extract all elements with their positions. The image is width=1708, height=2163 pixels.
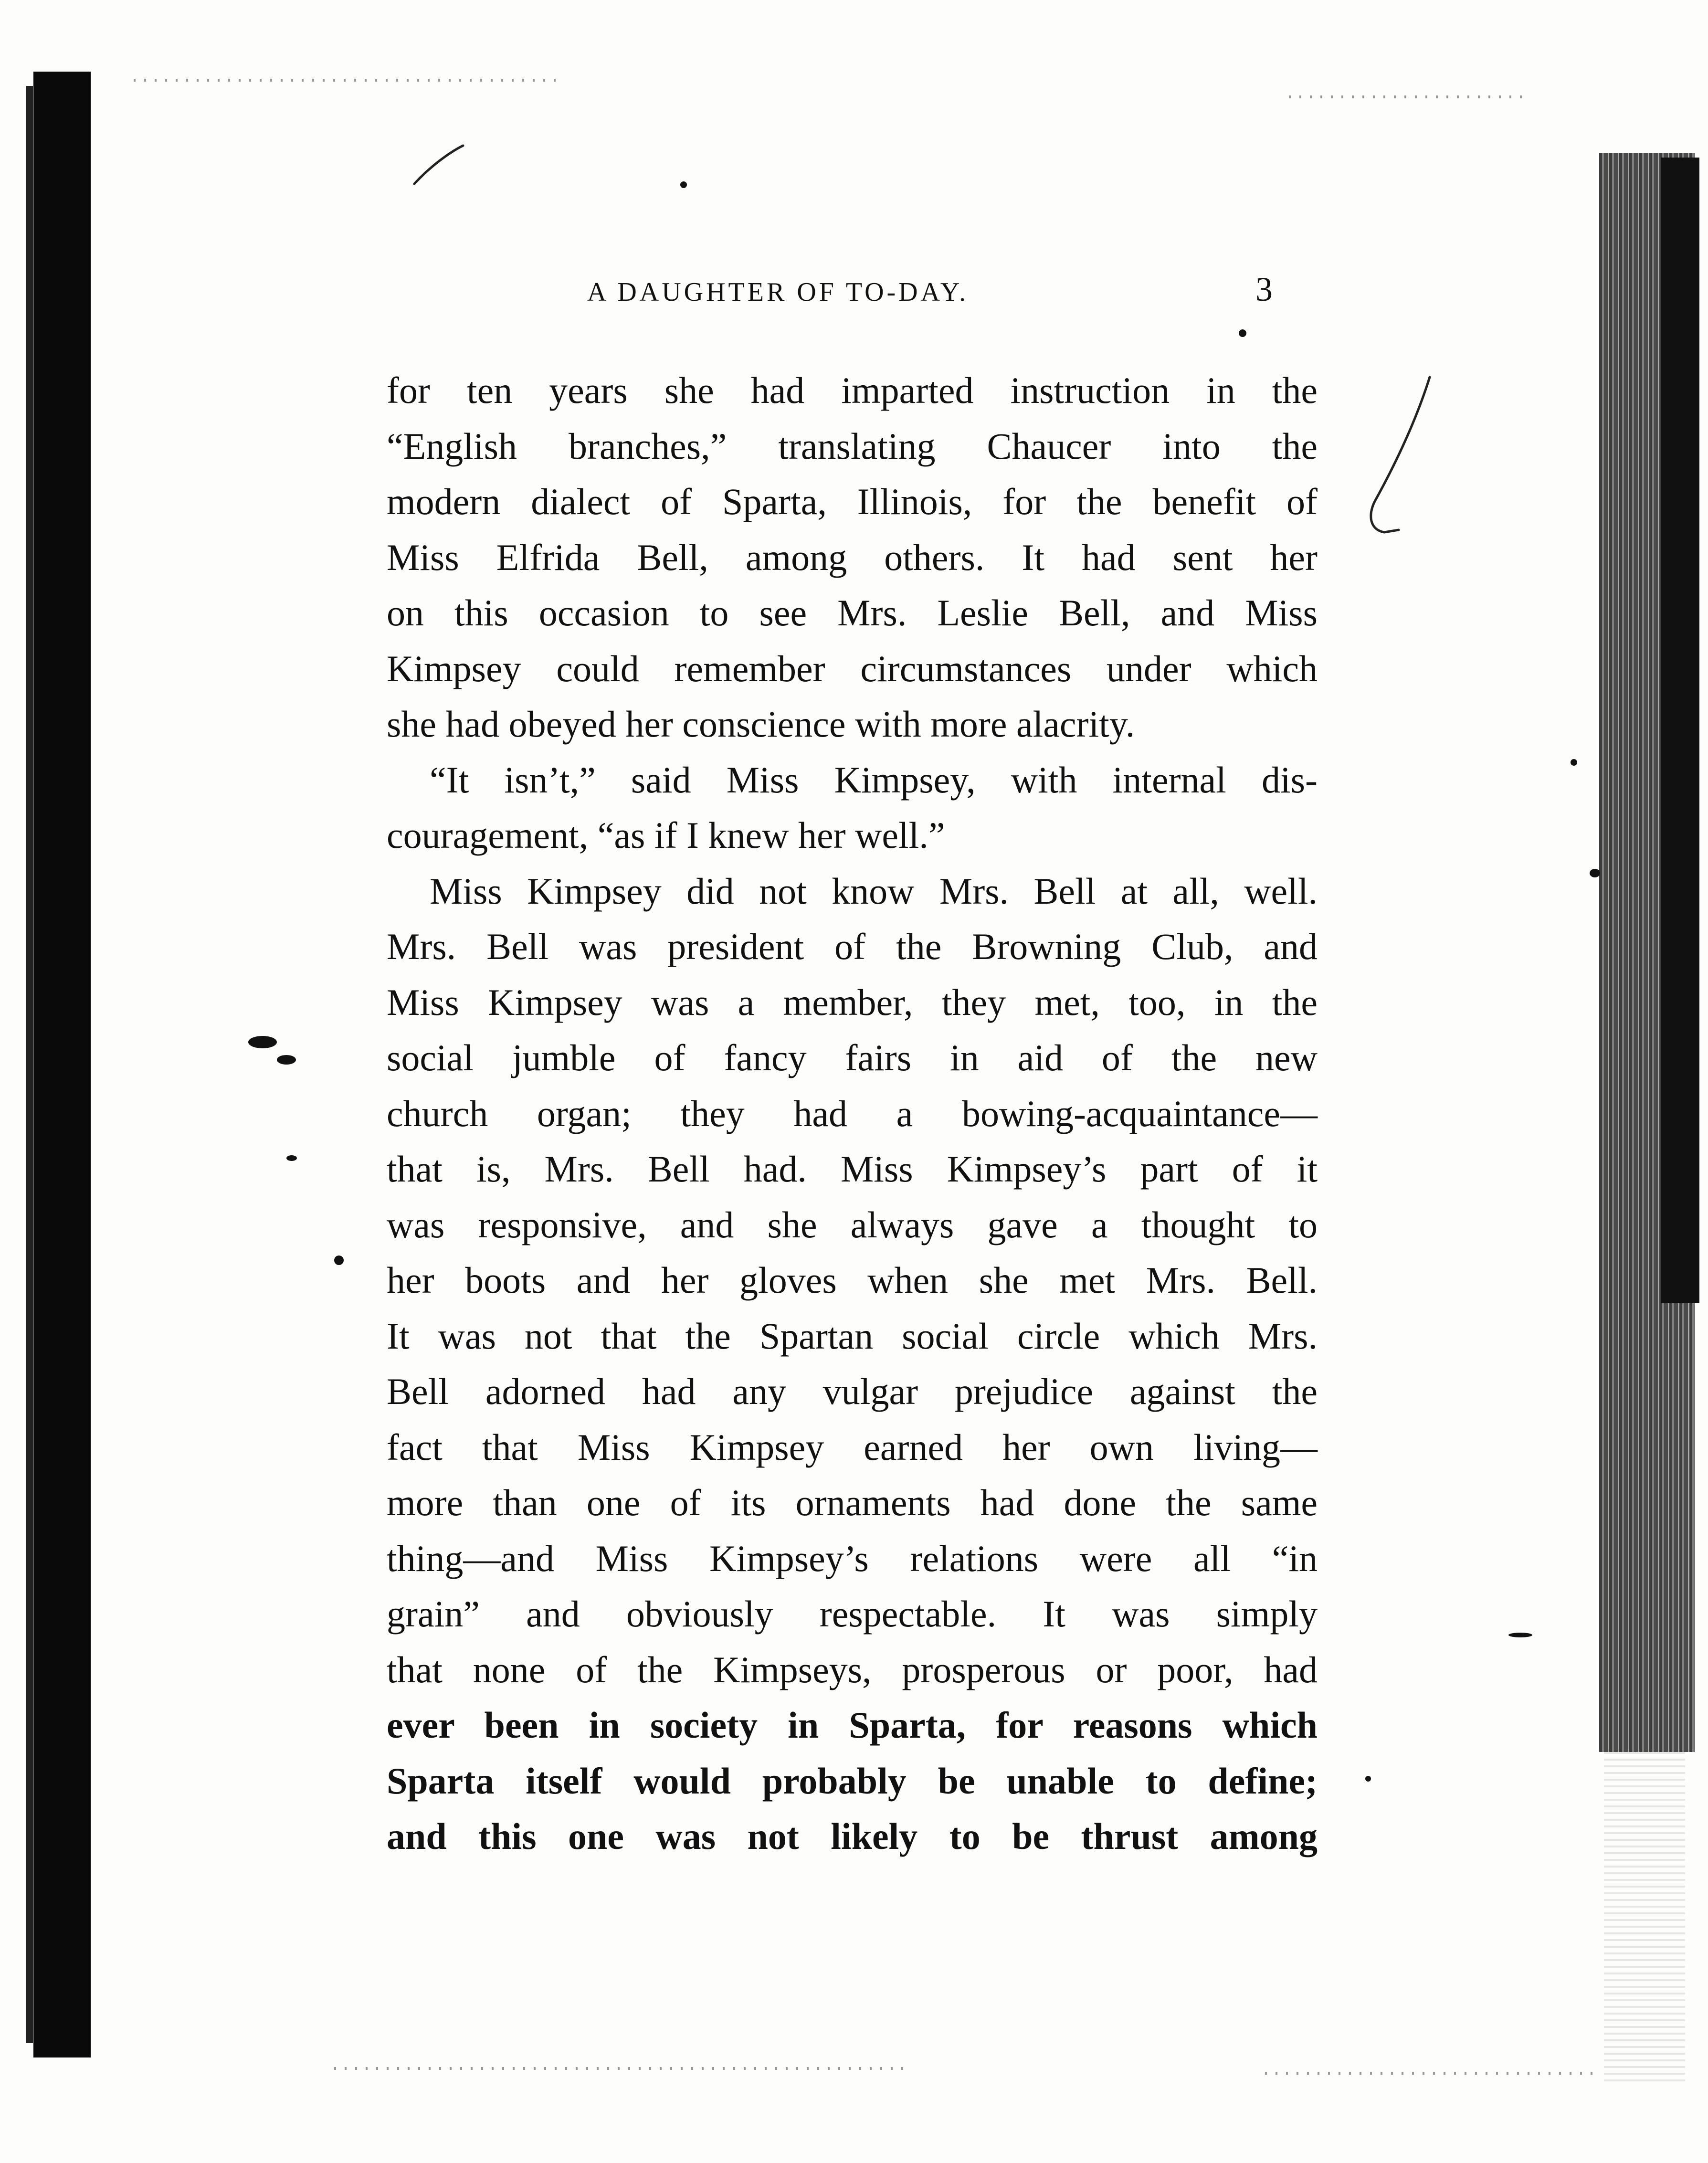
top-speckle-band-right bbox=[1289, 95, 1528, 98]
text-line: was responsive, and she always gave a thought to bbox=[387, 1203, 1318, 1245]
scan-blot bbox=[1508, 1633, 1532, 1637]
right-page-edge-fade bbox=[1604, 1752, 1685, 2086]
text-line: more than one of its ornaments had done the same bbox=[387, 1482, 1318, 1523]
text-line: church organ; they had a bowing-acquaintance— bbox=[387, 1092, 1318, 1134]
body-text bbox=[387, 363, 1318, 1865]
scan-blot bbox=[277, 1055, 296, 1065]
text-line: and this one was not likely to be thrust among bbox=[387, 1815, 1318, 1857]
scan-speck bbox=[1590, 869, 1600, 877]
text-line: that none of the Kimpseys, prosperous or poor, had bbox=[387, 1648, 1318, 1690]
text-line: “It isn’t,” said Miss Kimpsey, with internal dis- bbox=[430, 759, 1318, 801]
text-line: grain” and obviously respectable. It was simply bbox=[387, 1593, 1318, 1635]
text-line: her boots and her gloves when she met Mrs. Bell. bbox=[387, 1259, 1318, 1301]
text-line: Kimpsey could remember circumstances under which bbox=[387, 647, 1318, 689]
top-speckle-band bbox=[134, 79, 563, 82]
text-line: that is, Mrs. Bell had. Miss Kimpsey’s part of it bbox=[387, 1148, 1318, 1190]
text-line: fact that Miss Kimpsey earned her own living— bbox=[387, 1426, 1318, 1468]
text-line: she had obeyed her conscience with more alacrity. bbox=[387, 703, 1135, 745]
text-line: “English branches,” translating Chaucer into the bbox=[387, 425, 1318, 467]
text-line: thing—and Miss Kimpsey’s relations were all “in bbox=[387, 1537, 1318, 1579]
text-line: Miss Kimpsey did not know Mrs. Bell at all, well. bbox=[430, 870, 1318, 912]
right-page-edge-dark bbox=[1661, 158, 1699, 1303]
binding-shadow bbox=[26, 86, 33, 2043]
text-line: ever been in society in Sparta, for reasons which bbox=[387, 1704, 1318, 1746]
scan-speck bbox=[680, 181, 687, 188]
scan-speck bbox=[1571, 759, 1577, 766]
text-line: social jumble of fancy fairs in aid of the new bbox=[387, 1037, 1318, 1078]
scan-blot bbox=[248, 1036, 277, 1048]
text-line: for ten years she had imparted instruction in the bbox=[387, 369, 1318, 411]
text-line: It was not that the Spartan social circle which Mrs. bbox=[387, 1315, 1318, 1357]
pencil-annotation bbox=[1365, 372, 1442, 544]
text-line: Bell adorned had any vulgar prejudice against the bbox=[387, 1371, 1318, 1412]
text-line: on this occasion to see Mrs. Leslie Bell, and Miss bbox=[387, 592, 1318, 633]
scan-speck bbox=[286, 1155, 297, 1161]
binding-edge bbox=[33, 72, 91, 2057]
text-line: modern dialect of Sparta, Illinois, for the benefit of bbox=[387, 481, 1318, 522]
running-title: A DAUGHTER OF TO-DAY. bbox=[587, 277, 969, 307]
text-line: Sparta itself would probably be unable to define; bbox=[387, 1760, 1318, 1802]
text-line: Mrs. Bell was president of the Browning Club, and bbox=[387, 926, 1318, 967]
scan-speck bbox=[334, 1256, 344, 1265]
page-number: 3 bbox=[1255, 270, 1273, 308]
bottom-speckle-band bbox=[334, 2067, 907, 2070]
scan-speck bbox=[1239, 329, 1246, 337]
text-line: Miss Elfrida Bell, among others. It had sent her bbox=[387, 536, 1318, 578]
text-line: Miss Kimpsey was a member, they met, too, in the bbox=[387, 981, 1318, 1023]
bottom-speckle-band-right bbox=[1265, 2072, 1599, 2075]
scan-speck bbox=[1365, 1776, 1371, 1782]
pencil-tick bbox=[411, 143, 468, 186]
text-line: couragement, “as if I knew her well.” bbox=[387, 814, 945, 856]
